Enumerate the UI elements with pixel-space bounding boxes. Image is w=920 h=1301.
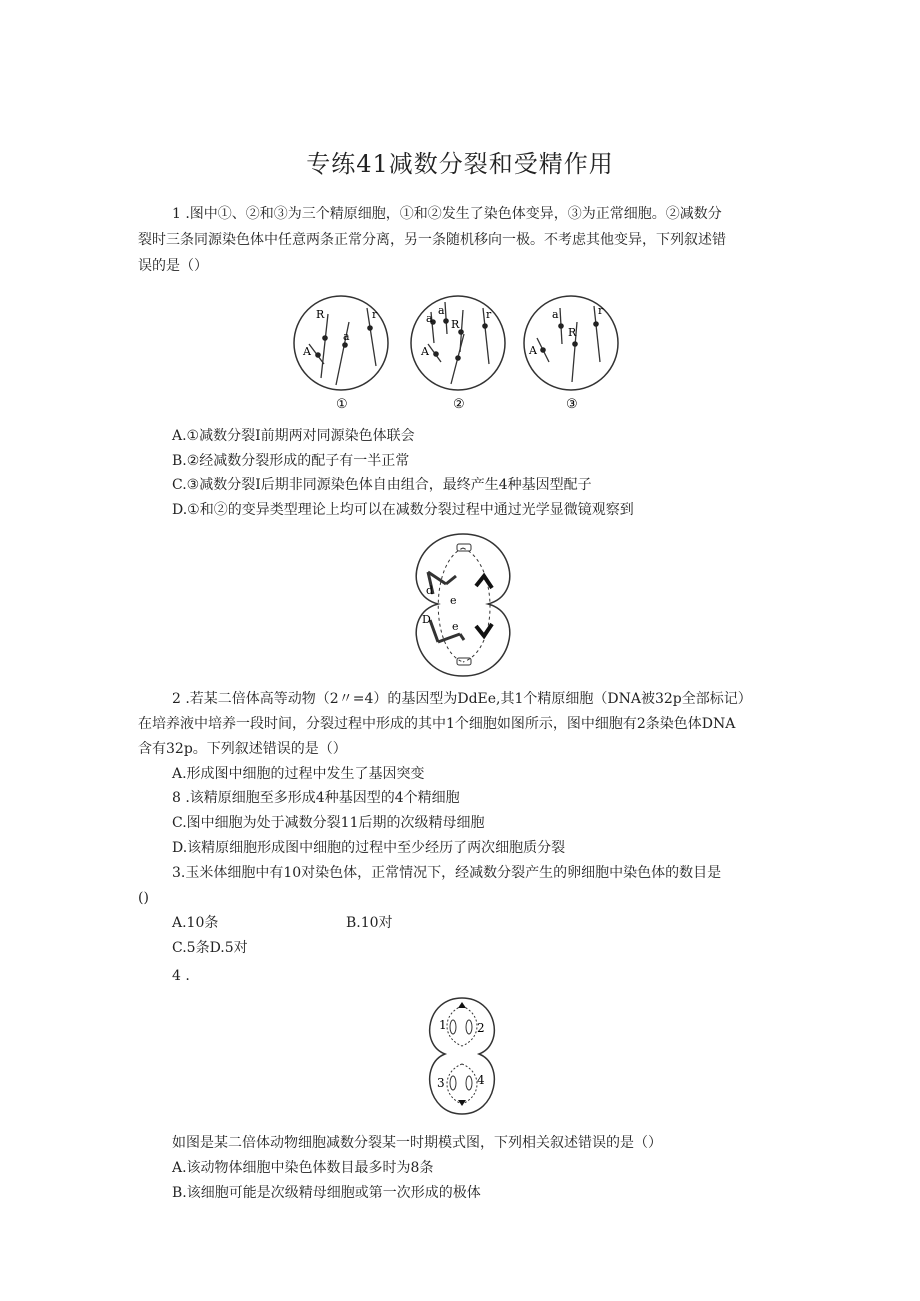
- q1-option-b: B.②经减数分裂形成的配子有一半正常: [172, 453, 410, 469]
- q2-stem-line-3: 含有32p。下列叙述错误的是（）: [138, 741, 347, 757]
- svg-text:R: R: [568, 326, 577, 339]
- svg-text:r: r: [598, 304, 604, 317]
- q4-option-a: A.该动物体细胞中染色体数目最多时为8条: [172, 1160, 434, 1176]
- svg-text:A: A: [529, 344, 537, 357]
- q2-option-d: D.该精原细胞形成图中细胞的过程中至少经历了两次细胞质分裂: [172, 840, 566, 856]
- svg-text:1: 1: [439, 1018, 447, 1032]
- svg-text:a: a: [438, 304, 445, 317]
- svg-text:3: 3: [437, 1076, 445, 1090]
- q2-option-a: A.形成图中细胞的过程中发生了基因突变: [172, 766, 425, 782]
- svg-text:R: R: [316, 308, 325, 321]
- q1-option-c: C.③减数分裂Ⅰ后期非同源染色体自由组合，最终产生4种基因型配子: [172, 477, 592, 493]
- q2-stem-line-1: 2 .若某二倍体高等动物（2〃=4）的基因型为DdEe,其1个精原细胞（DNA被32p全部标记）: [172, 691, 752, 707]
- q1-stem-line-1: 1 .图中①、②和③为三个精原细胞，①和②发生了染色体变异，③为正常细胞。②减数分: [172, 206, 722, 222]
- q3-stem-line-1: 3.玉米体细胞中有10对染色体，正常情况下，经减数分裂产生的卵细胞中染色体的数目是: [172, 865, 722, 881]
- cell-3: [524, 296, 618, 390]
- svg-text:A: A: [303, 345, 311, 358]
- q4-stem: 如图是某二倍体动物细胞减数分裂某一时期模式图，下列相关叙述错误的是（）: [172, 1135, 662, 1151]
- q4-number: 4 .: [172, 968, 190, 984]
- q4-option-b: B.该细胞可能是次级精母细胞或第一次形成的极体: [172, 1185, 481, 1201]
- svg-text:a: a: [343, 330, 350, 343]
- q2-stem-line-2: 在培养液中培养一段时间，分裂过程中形成的其中1个细胞如图所示，图中细胞有2条染色体DNA: [138, 716, 736, 732]
- svg-text:A: A: [421, 345, 429, 358]
- svg-text:e: e: [450, 594, 457, 607]
- q3-stem-line-2: (): [138, 890, 149, 906]
- svg-text:e: e: [452, 620, 459, 633]
- q2-option-b: 8 .该精原细胞至多形成4种基因型的4个精细胞: [172, 790, 460, 806]
- q1-option-a: A.①减数分裂Ⅰ前期两对同源染色体联会: [172, 428, 415, 444]
- figure-label-3: ③: [566, 397, 578, 412]
- q1-option-d: D.①和②的变异类型理论上均可以在减数分裂过程中通过光学显微镜观察到: [172, 502, 634, 518]
- q3-option-b: B.10对: [346, 915, 393, 931]
- q1-figure: [288, 288, 628, 412]
- page-title: 专练41减数分裂和受精作用: [306, 150, 614, 178]
- svg-text:2: 2: [477, 1021, 485, 1035]
- cell-2: [411, 296, 505, 390]
- svg-text:a: a: [426, 312, 433, 325]
- q3-option-cd: C.5条D.5对: [172, 940, 248, 956]
- svg-text:4: 4: [477, 1073, 485, 1087]
- svg-text:d: d: [426, 584, 434, 597]
- svg-text:R: R: [451, 318, 460, 331]
- svg-text:r: r: [486, 308, 492, 321]
- q2-figure: [408, 532, 518, 680]
- q1-stem-line-2: 裂时三条同源染色体中任意两条正常分离，另一条随机移向一极。不考虑其他变异，下列叙述错: [138, 232, 726, 248]
- q2-option-c: C.图中细胞为处于减数分裂11后期的次级精母细胞: [172, 815, 485, 831]
- q4-figure: [427, 994, 497, 1118]
- figure-label-1: ①: [336, 397, 348, 412]
- q1-stem-line-3: 误的是（）: [138, 258, 208, 274]
- svg-text:r: r: [372, 308, 378, 321]
- svg-text:a: a: [552, 308, 559, 321]
- q3-option-a: A.10条: [172, 915, 219, 931]
- cell-1: [294, 296, 388, 390]
- svg-text:D: D: [422, 613, 431, 626]
- figure-label-2: ②: [453, 397, 465, 412]
